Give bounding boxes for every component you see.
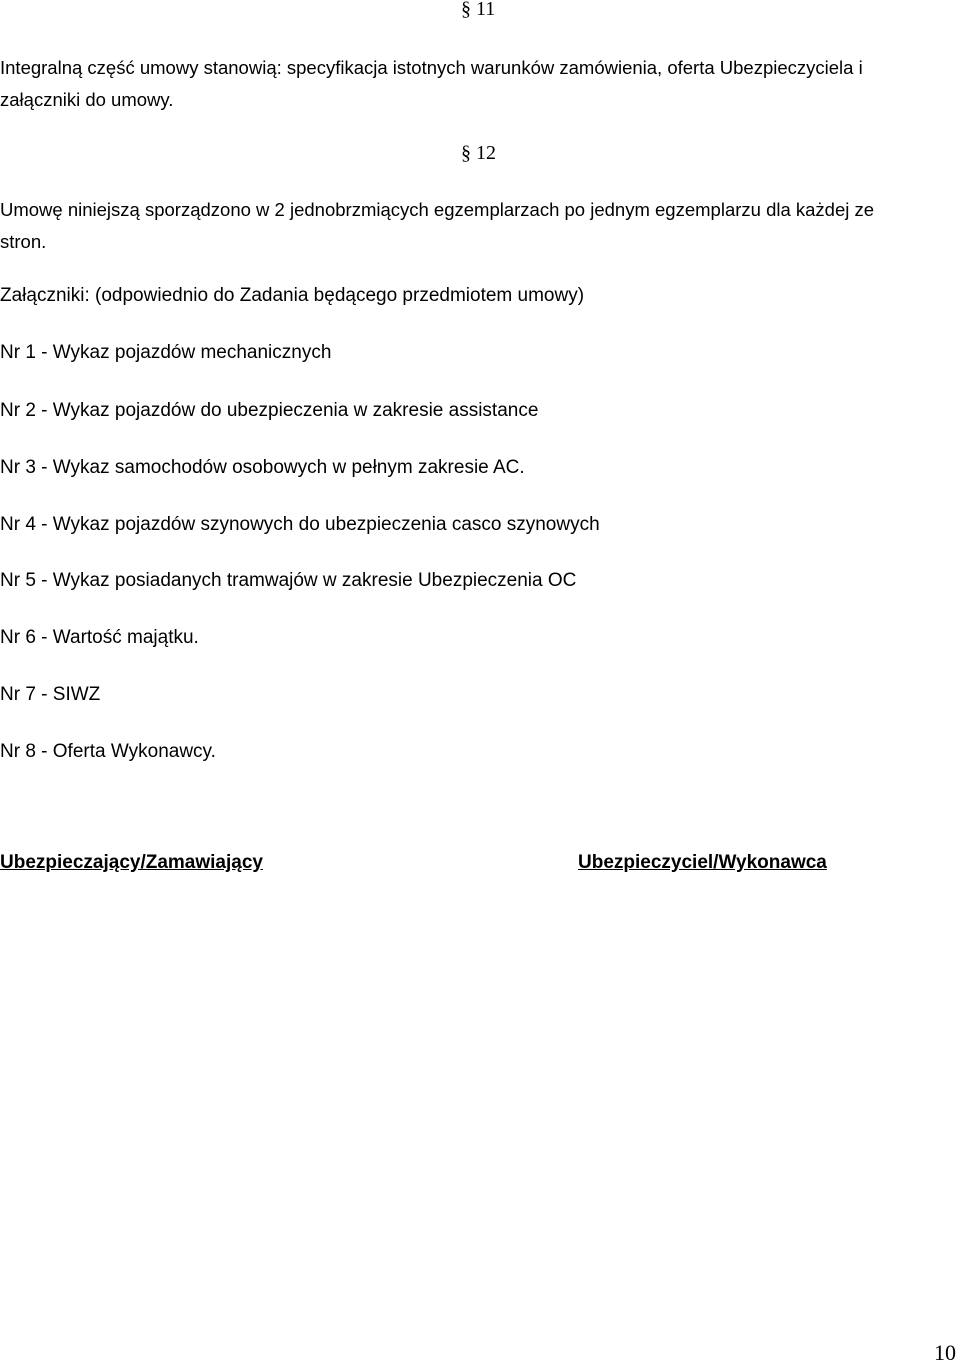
signature-insured-ordering-party: Ubezpieczający/Zamawiający	[0, 852, 263, 873]
section-12-heading: § 12	[461, 142, 496, 164]
section-12-paragraph	[0, 194, 960, 258]
attachment-item-2: Nr 2 - Wykaz pojazdów do ubezpieczenia w zakresie assistance	[0, 400, 539, 421]
attachment-item-5: Nr 5 - Wykaz posiadanych tramwajów w zakresie Ubezpieczenia OC	[0, 570, 577, 591]
section-11-heading: § 11	[461, 0, 496, 20]
attachments-heading: Załączniki: (odpowiednio do Zadania będącego przedmiotem umowy)	[0, 285, 585, 306]
section-11-line-1: Integralną część umowy stanowią: specyfikacja istotnych warunków zamówienia, oferta Ubezpieczyciela i	[0, 57, 863, 78]
attachment-item-3: Nr 3 - Wykaz samochodów osobowych w pełnym zakresie AC.	[0, 457, 525, 478]
attachment-item-6: Nr 6 - Wartość majątku.	[0, 627, 199, 648]
page-number: 10	[934, 1340, 956, 1365]
section-11-line-2: załączniki do umowy.	[0, 89, 174, 110]
section-12-line-1: Umowę niniejszą sporządzono w 2 jednobrzmiących egzemplarzach po jednym egzemplarzu dla każdej ze	[0, 199, 875, 220]
attachment-item-8: Nr 8 - Oferta Wykonawcy.	[0, 741, 216, 762]
attachment-item-7: Nr 7 - SIWZ	[0, 684, 101, 705]
attachment-item-4: Nr 4 - Wykaz pojazdów szynowych do ubezpieczenia casco szynowych	[0, 514, 600, 535]
section-11-paragraph	[0, 52, 960, 116]
attachment-item-1: Nr 1 - Wykaz pojazdów mechanicznych	[0, 342, 332, 363]
signature-insurer-contractor: Ubezpieczyciel/Wykonawca	[578, 852, 827, 873]
section-12-line-2: stron.	[0, 231, 47, 252]
